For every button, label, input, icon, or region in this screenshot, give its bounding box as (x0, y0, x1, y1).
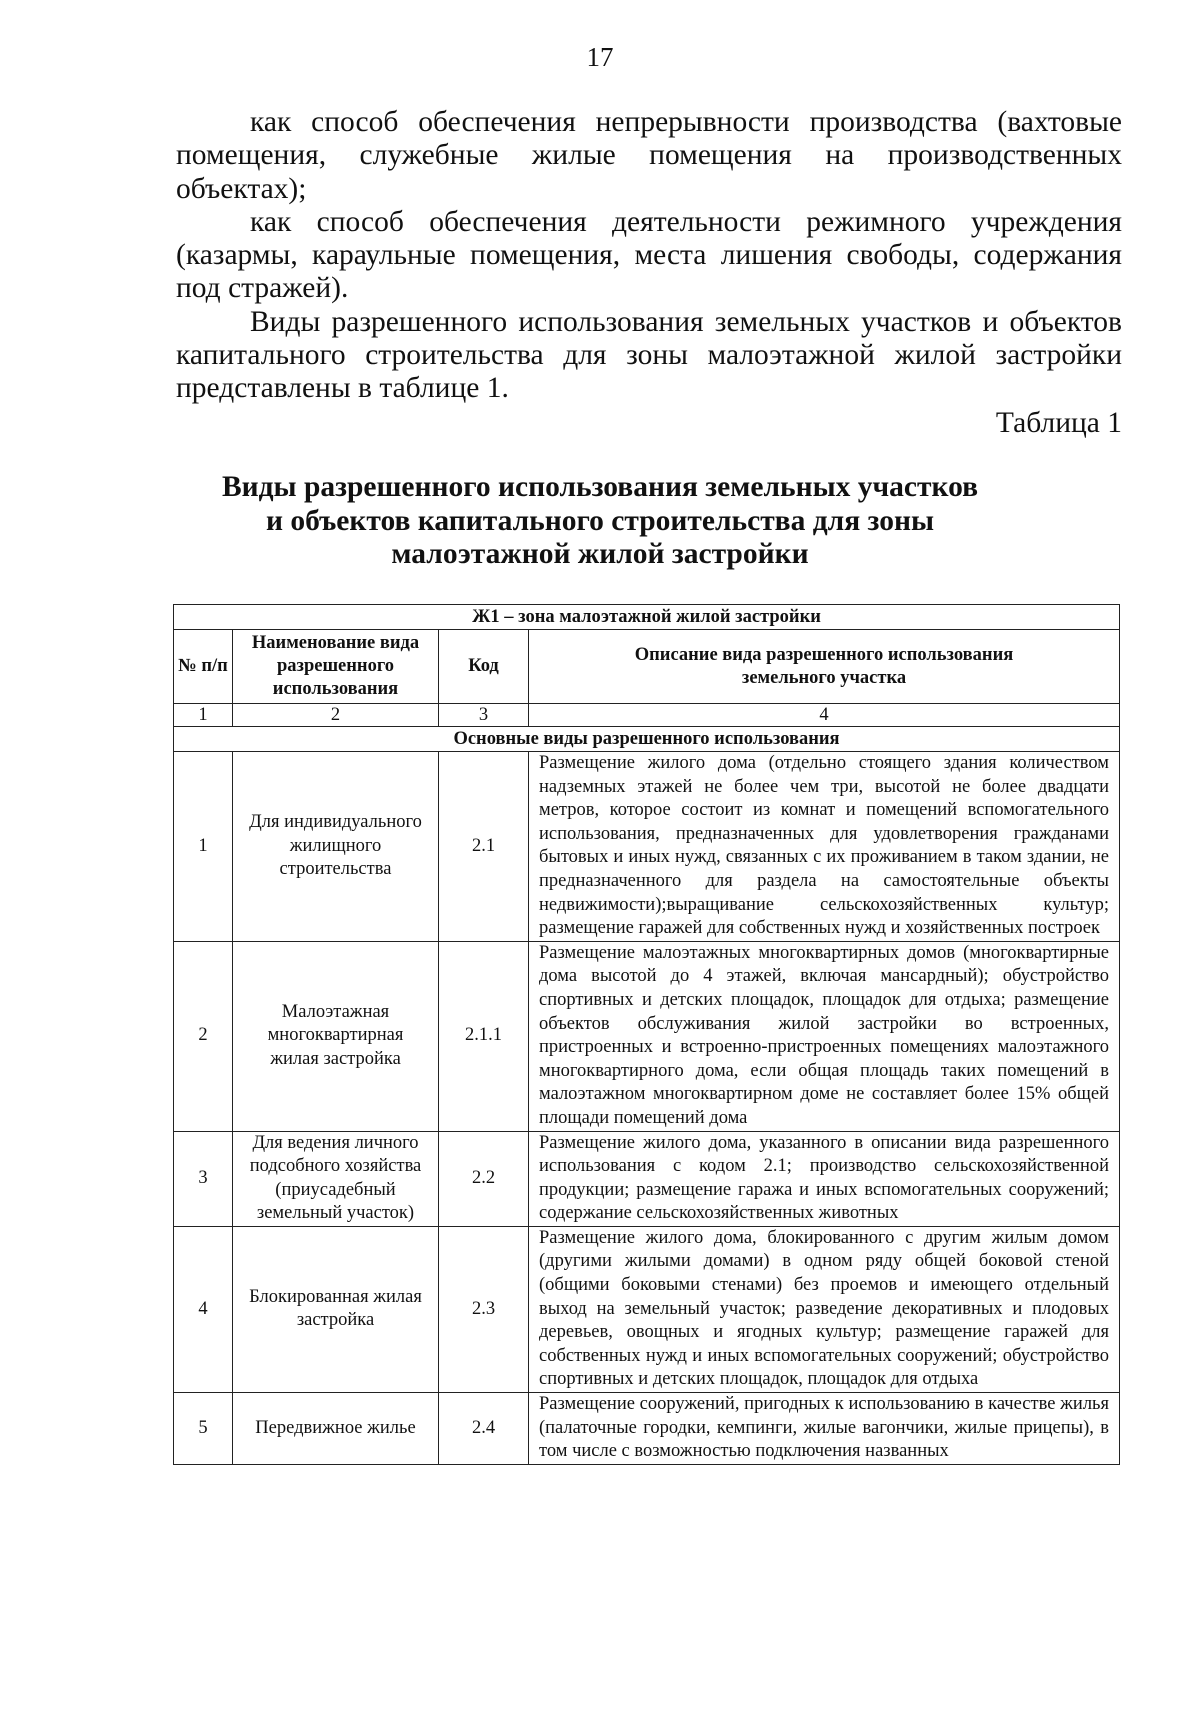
table-row (174, 1226, 1120, 1392)
row-name: Для индивидуального жилищного строительства (233, 752, 439, 942)
header-code: Код (439, 630, 529, 704)
table-row (174, 1393, 1120, 1465)
row-desc: Размещение сооружений, пригодных к использованию в качестве жилья (палаточные городки, кемпинги, жилые вагончики, жилые прицепы), в том числе с возможностью подключения названных (529, 1393, 1120, 1465)
table-row (174, 941, 1120, 1131)
header-num: № п/п (174, 630, 233, 704)
intro-text (176, 106, 1122, 406)
row-code: 2.3 (439, 1226, 529, 1392)
col-number: 4 (529, 704, 1120, 727)
col-number: 1 (174, 704, 233, 727)
row-name: Малоэтажная многоквартирная жилая застройка (233, 941, 439, 1131)
table-heading-line-3: малоэтажной жилой застройки (391, 538, 809, 570)
row-code: 2.1.1 (439, 941, 529, 1131)
header-name: Наименование вида разрешенного использования (233, 630, 439, 704)
intro-paragraph-3: Виды разрешенного использования земельных участков и объектов капитального строительства для зоны малоэтажной жилой застройки представлены в таблице 1. (176, 305, 1122, 405)
row-code: 2.2 (439, 1131, 529, 1226)
row-desc: Размещение малоэтажных многоквартирных домов (многоквартирные дома высотой до 4 этажей, включая мансардный); обустройство спортивных и детских площадок, площадок для отдыха; размещение объектов обслуживания жилой застройки во встроенных, пристроенных и встроенно-пристроенных помещениях малоэтажного многоквартирного дома, если общая площадь таких помещений в малоэтажном многоквартирном доме не составляет более 15% общей площади помещений дома (529, 941, 1120, 1131)
row-desc: Размещение жилого дома, блокированного с другим жилым домом (другими жилыми домами) в одном ряду общей боковой стеной (общими боковыми стенами) без проемов и имеющего отдельный выход на земельный участок; разведение декоративных и плодовых деревьев, овощных и ягодных культур; размещение гаражей для собственных нужд и иных вспомогательных сооружений; обустройство спортивных и детских площадок, площадок для отдыха (529, 1226, 1120, 1392)
row-desc: Размещение жилого дома (отдельно стоящего здания количеством надземных этажей не более чем три, высотой не более двадцати метров, которое состоит из комнат и помещений вспомогательного использования, предназначенных для удовлетворения гражданами бытовых и иных нужд, связанных с их проживанием в таком здании, не предназначенного для раздела на самостоятельные объекты недвижимости);выращивание сельскохозяйственных культур; размещение гаражей для собственных нужд и хозяйственных построек (529, 752, 1120, 942)
header-desc: Описание вида разрешенного использования земельного участка (529, 630, 1120, 704)
row-num: 4 (174, 1226, 233, 1392)
row-name: Передвижное жилье (233, 1393, 439, 1465)
section-title: Основные виды разрешенного использования (174, 727, 1120, 752)
table-row (174, 1131, 1120, 1226)
table-heading (0, 471, 1200, 572)
col-number: 2 (233, 704, 439, 727)
intro-paragraph-2: как способ обеспечения деятельности режимного учреждения (казармы, караульные помещения, места лишения свободы, содержания под стражей). (176, 205, 1122, 305)
row-code: 2.1 (439, 752, 529, 942)
table-heading-line-1: Виды разрешенного использования земельных участков (221, 471, 979, 503)
intro-paragraph-1: как способ обеспечения непрерывности производства (вахтовые помещения, служебные жилые помещения на производственных объектах); (176, 106, 1122, 205)
row-num: 1 (174, 752, 233, 942)
table-heading-line-2: и объектов капитального строительства для зоны (265, 504, 935, 537)
row-num: 5 (174, 1393, 233, 1465)
row-name: Для ведения личного подсобного хозяйства (приусадебный земельный участок) (233, 1131, 439, 1226)
table-row (174, 752, 1120, 942)
row-num: 2 (174, 941, 233, 1131)
col-number: 3 (439, 704, 529, 727)
zone-title: Ж1 – зона малоэтажной жилой застройки (174, 605, 1120, 630)
land-use-table (173, 604, 1120, 1465)
page-number: 17 (586, 42, 614, 72)
row-num: 3 (174, 1131, 233, 1226)
row-name: Блокированная жилая застройка (233, 1226, 439, 1392)
table-caption: Таблица 1 (995, 407, 1122, 439)
row-desc: Размещение жилого дома, указанного в описании вида разрешенного использования с кодом 2.1; производство сельскохозяйственной продукции; размещение гаража и иных вспомогательных сооружений; содержание сельскохозяйственных животных (529, 1131, 1120, 1226)
row-code: 2.4 (439, 1393, 529, 1465)
